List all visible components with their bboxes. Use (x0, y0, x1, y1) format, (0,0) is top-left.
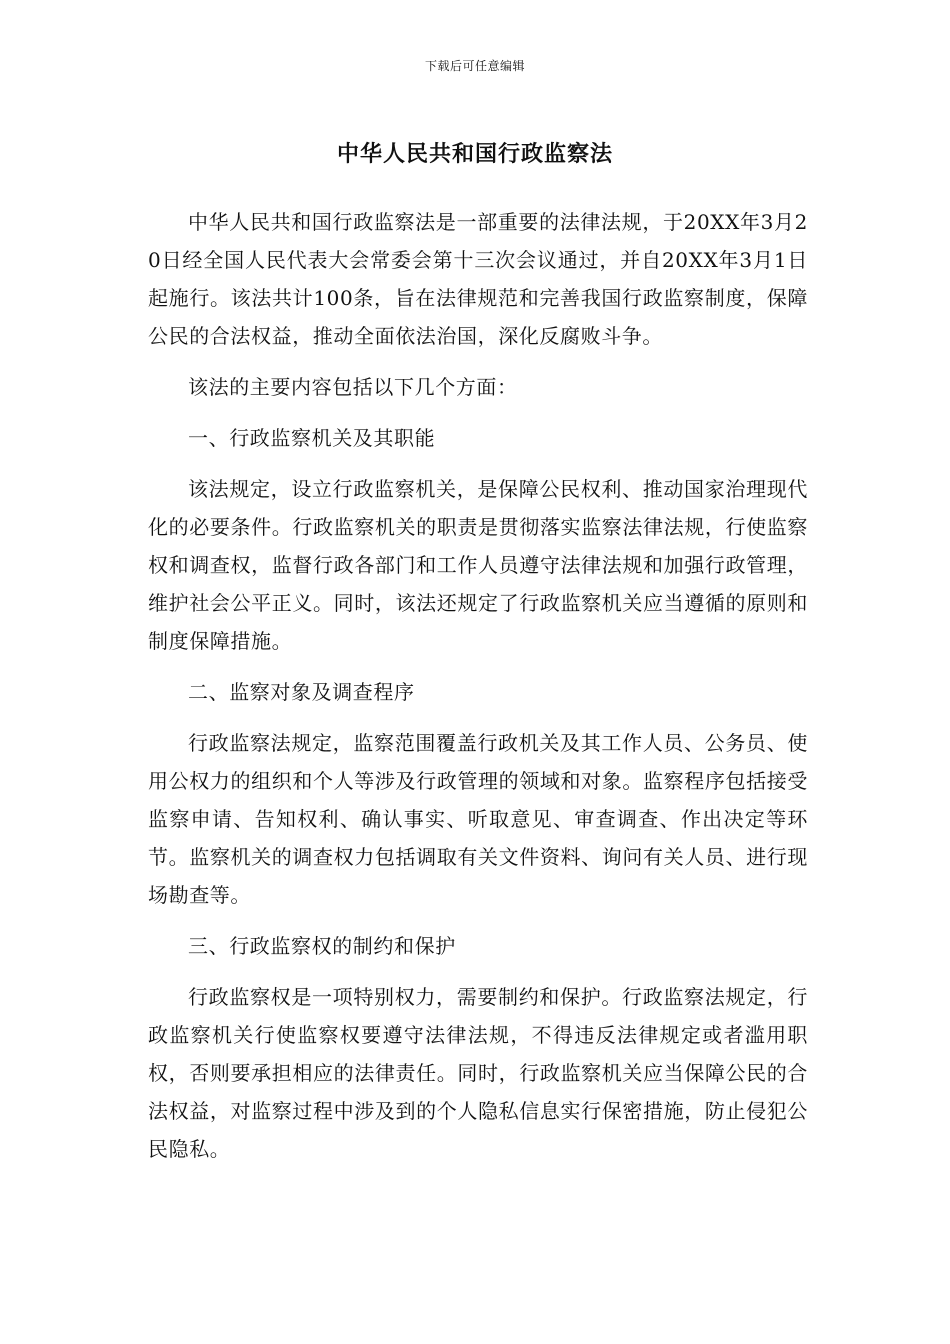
section-heading-2: 二、监察对象及调查程序 (188, 680, 415, 704)
intro-paragraph: 中华人民共和国行政监察法是一部重要的法律法规，于20XX年3月20日经全国人民代表大会常委会第十三次会议通过，并自20XX年3月1日起施行。该法共计100条，旨在法律规范和完善我国行政监察制度，保障公民的合法权益，推动全面依法治国，深化反腐败斗争。 (148, 210, 808, 348)
section-paragraph-1: 该法规定，设立行政监察机关，是保障公民权利、推动国家治理现代化的必要条件。行政监察机关的职责是贯彻落实监察法律法规，行使监察权和调查权，监督行政各部门和工作人员遵守法律法规和加强行政管理，维护社会公平正义。同时，该法还规定了行政监察机关应当遵循的原则和制度保障措施。 (148, 477, 808, 653)
document-title: 中华人民共和国行政监察法 (336, 142, 613, 167)
header-note: 下载后可任意编辑 (424, 59, 525, 73)
section-paragraph-3: 行政监察权是一项特别权力，需要制约和保护。行政监察法规定，行政监察机关行使监察权要遵守法律法规，不得违反法律规定或者滥用职权，否则要承担相应的法律责任。同时，行政监察机关应当保障公民的合法权益，对监察过程中涉及到的个人隐私信息实行保密措施，防止侵犯公民隐私。 (148, 985, 808, 1161)
section-heading-1: 一、行政监察机关及其职能 (188, 426, 436, 450)
overview-paragraph: 该法的主要内容包括以下几个方面： (188, 375, 518, 399)
section-paragraph-2: 行政监察法规定，监察范围覆盖行政机关及其工作人员、公务员、使用公权力的组织和个人等涉及行政管理的领域和对象。监察程序包括接受监察申请、告知权利、确认事实、听取意见、审查调查、作出决定等环节。监察机关的调查权力包括调取有关文件资料、询问有关人员、进行现场勘查等。 (148, 731, 808, 907)
document-body (148, 203, 808, 1181)
section-heading-3: 三、行政监察权的制约和保护 (188, 934, 456, 958)
